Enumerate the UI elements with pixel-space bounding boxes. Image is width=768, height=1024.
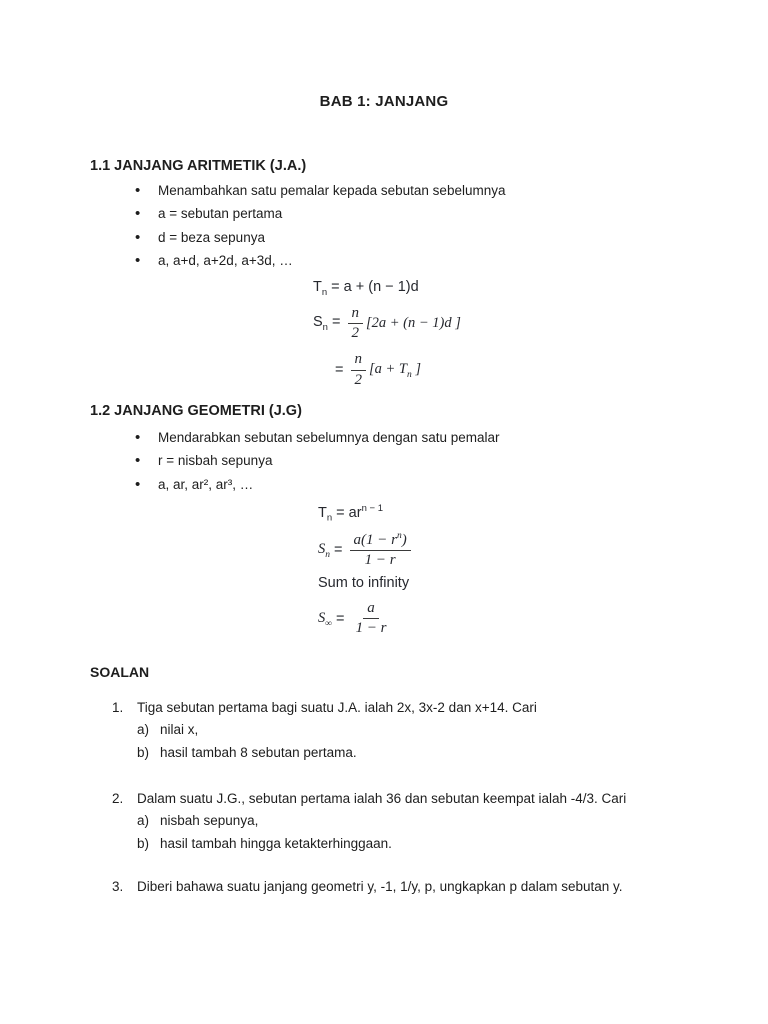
formula-tn-arithmetic: [313, 279, 461, 298]
question-row: [112, 788, 722, 810]
equals-sign: =: [335, 362, 348, 379]
bullet-item: • d = beza sepunya: [135, 226, 505, 249]
section-heading-soalan: SOALAN: [90, 664, 150, 680]
arithmetic-formula-block: [313, 279, 461, 389]
sum-to-infinity-label: Sum to infinity: [318, 575, 410, 592]
formula-tn-geometric: [318, 503, 414, 524]
question-number: 1.: [112, 700, 124, 715]
question-2: [112, 788, 722, 855]
part-text: hasil tambah 8 sebutan pertama.: [160, 744, 357, 760]
question-parts: [137, 810, 722, 855]
bullet-item: • Mendarabkan sebutan sebelumnya dengan satu pemalar: [135, 426, 499, 449]
geometric-formula-block: [318, 503, 414, 638]
part-label: b): [137, 835, 150, 851]
formula-sn-arithmetic: [313, 305, 461, 343]
formula-lhs: $S_n$ =: [313, 314, 345, 334]
equals-sign: =: [332, 610, 349, 627]
bullet-item: • Menambahkan satu pemalar kepada sebutan sebelumnya: [135, 179, 505, 202]
bullet-item: • a, a+d, a+2d, a+3d, …: [135, 249, 505, 272]
geometric-bullet-list: [135, 426, 499, 496]
part-text: hasil tambah hingga ketakterhinggaan.: [160, 835, 392, 851]
question-part: [137, 810, 722, 832]
bullet-item: • r = nisbah sepunya: [135, 449, 499, 472]
section-heading-geometric: 1.2 JANJANG GEOMETRI (J.G): [90, 403, 302, 419]
question-parts: [137, 719, 722, 764]
fraction-n-over-2: $\frac{n}{2}$: [348, 305, 364, 343]
formula-lhs: $S_\infty$: [318, 609, 333, 629]
formula-sn-geometric: [318, 531, 414, 570]
question-row: [112, 876, 722, 898]
part-label: a): [137, 813, 150, 829]
part-text: nisbah sepunya,: [160, 813, 259, 829]
part-label: b): [137, 744, 150, 760]
part-label: a): [137, 722, 150, 738]
bullet-item: • a, ar, ar², ar³, …: [135, 473, 499, 496]
page-title: BAB 1: JANJANG: [319, 93, 449, 110]
question-1: [112, 697, 722, 764]
question-text: Dalam suatu J.G., sebutan pertama ialah 36 dan sebutan keempat ialah -4/3. Cari: [137, 791, 627, 806]
question-part: [137, 719, 722, 741]
formula-body: [2a + (n − 1)d ]: [366, 315, 461, 332]
arithmetic-bullet-list: [135, 179, 505, 273]
question-part: [137, 833, 722, 855]
section-heading-arithmetic: 1.1 JANJANG ARITMETIK (J.A.): [90, 158, 307, 174]
formula-sn-alt-arithmetic: [335, 351, 461, 389]
fraction-n-over-2: $\frac{n}{2}$: [351, 351, 367, 389]
question-row: [112, 697, 722, 719]
fraction-a-over-1-minus-r: $\frac{a}{1 - r}$: [355, 600, 387, 637]
question-part: [137, 742, 722, 764]
equals-sign: =: [330, 541, 347, 558]
formula-body: [$a + T_n$ ]: [369, 360, 422, 380]
formula-lhs: $S_n$: [318, 540, 330, 560]
bullet-item: • a = sebutan pertama: [135, 202, 505, 225]
question-3: [112, 876, 722, 898]
formula-text: $T_n = a + (n - 1)d$: [313, 279, 419, 298]
fraction-geometric-sum: $\frac{a(1 - r^n)}{1 - r}$: [350, 531, 411, 570]
question-text: Diberi bahawa suatu janjang geometri y, -1, 1/y, p, ungkapkan p dalam sebutan y.: [137, 879, 623, 894]
formula-text: $T_n = ar^{n - 1}$: [318, 503, 383, 524]
question-text: Tiga sebutan pertama bagi suatu J.A. ialah 2x, 3x-2 dan x+14. Cari: [137, 700, 537, 715]
question-number: 3.: [112, 879, 124, 894]
part-text: nilai x,: [160, 722, 199, 738]
formula-s-infinity: [318, 600, 414, 638]
question-number: 2.: [112, 791, 124, 806]
